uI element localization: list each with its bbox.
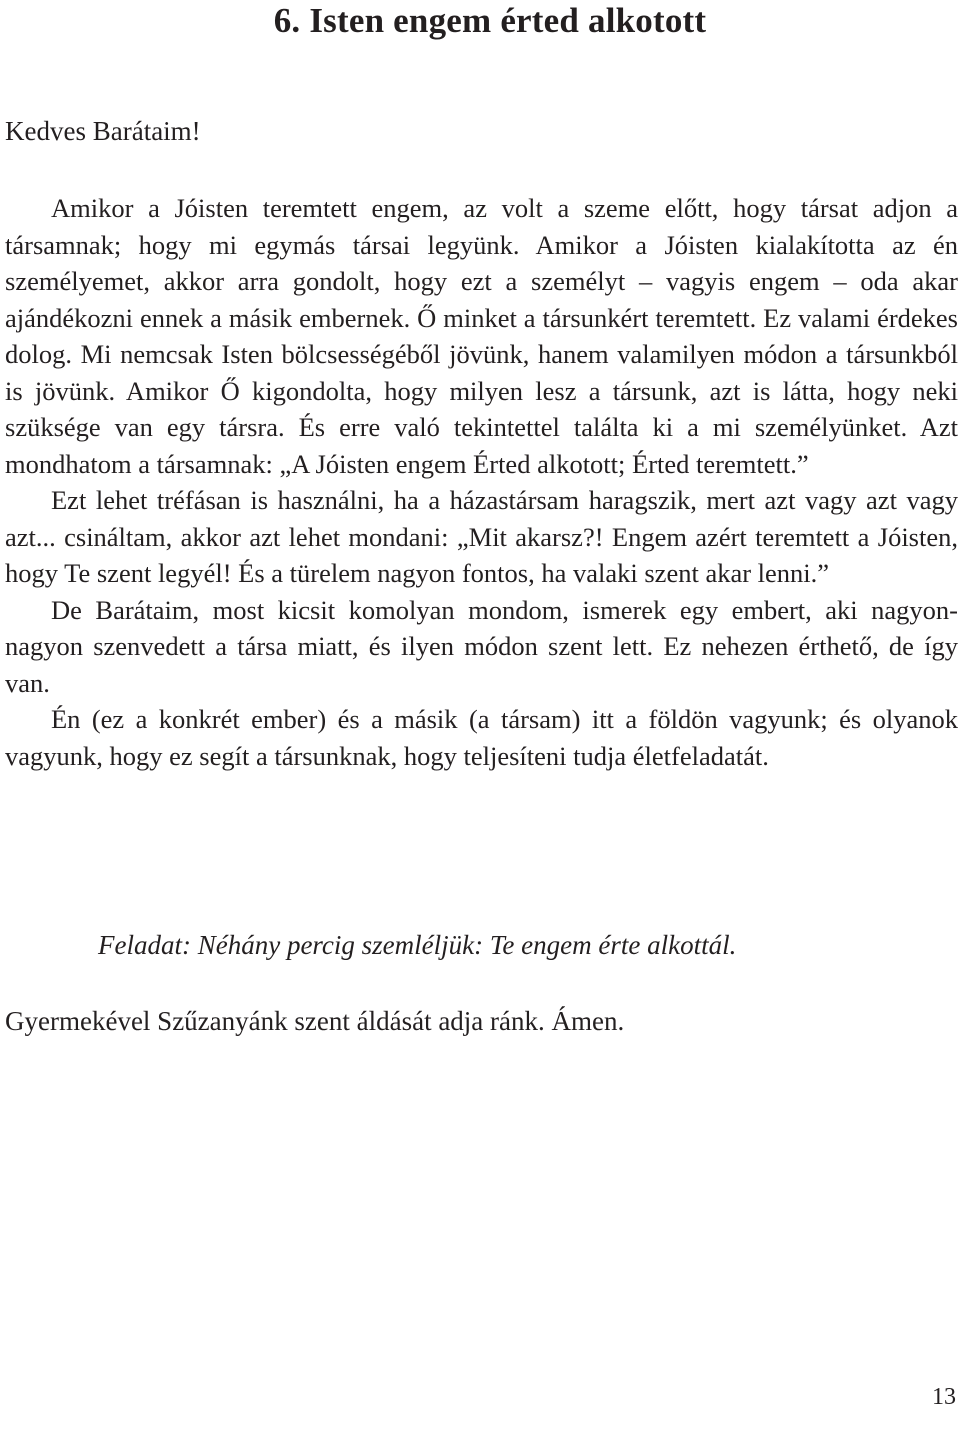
body-text	[5, 190, 958, 774]
paragraph: Amikor a Jóisten teremtett engem, az volt a szeme előtt, hogy társat adjon a társamnak; hogy mi egymás társai legyünk. Amikor a Jóisten kialakította az én személyemet, akkor arra gondolt, hogy ezt a személyt – vagyis engem – oda akar ajándékozni ennek a másik embernek. Ő minket a társunkért teremtett. Ez valami érdekes dolog. Mi nemcsak Isten bölcsességéből jövünk, hanem valamilyen módon a társunkból is jövünk. Amikor Ő kigondolta, hogy milyen lesz a társunk, azt is látta, hogy neki szüksége van egy társra. És erre való tekintettel találta ki a mi személyünket. Azt mondhatom a társamnak: „A Jóisten engem Érted alkotott; Érted teremtett.”	[5, 193, 958, 479]
page-number: 13	[932, 1384, 956, 1410]
closing-blessing: Gyermekével Szűzanyánk szent áldását adja ránk. Ámen.	[5, 1006, 625, 1036]
salutation: Kedves Barátaim!	[5, 116, 201, 146]
task-line: Feladat: Néhány percig szemléljük: Te engem érte alkottál.	[98, 930, 737, 960]
paragraph: Ezt lehet tréfásan is használni, ha a házastársam haragszik, mert azt vagy azt vagy azt... csináltam, akkor azt lehet mondani: „Mit akarsz?! Engem azért teremtett a Jóisten, hogy Te szent legyél! És a türelem nagyon fontos, ha valaki szent akar lenni.”	[5, 485, 958, 588]
paragraph: De Barátaim, most kicsit komolyan mondom, ismerek egy embert, aki nagyon-nagyon szenvedett a társa miatt, és ilyen módon szent lett. Ez nehezen érthető, de így van.	[5, 594, 958, 698]
chapter-title: 6. Isten engem érted alkotott	[273, 1, 707, 40]
paragraph: Én (ez a konkrét ember) és a másik (a társam) itt a földön vagyunk; és olyanok vagyunk, hogy ez segít a társunknak, hogy teljesíteni tudja életfeladatát.	[5, 704, 958, 771]
